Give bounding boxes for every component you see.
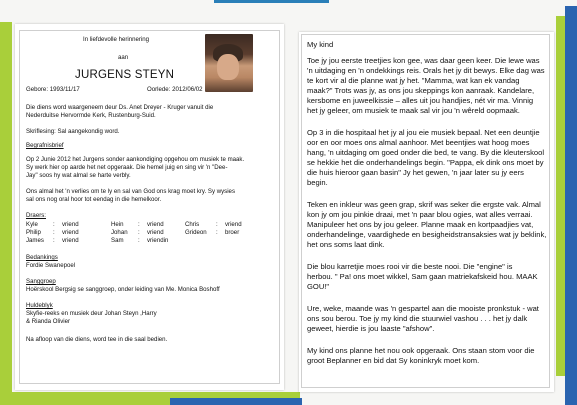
poem-line: hang, 'n uitdaging om goed onder die bed, te vang. By die kleuterskool: [307, 148, 545, 157]
poem-line: GOU!": [307, 282, 330, 291]
bearer-name: Grideon: [185, 229, 207, 236]
portrait-photo: [205, 34, 253, 92]
poem-line: My kind ons planne het nou ook opgeraak. Ons staan stom voor die: [307, 346, 535, 355]
death-date: Oorlede: 2012/06/02: [147, 86, 203, 93]
left-page: [15, 24, 284, 390]
poem-line: die huis hieroor gaan basin" Jy het gewen, 'n jaar later su jy eers: [307, 168, 524, 177]
obituary-p2-line1: Ons almal het 'n verlies om te ly en sal van God ons krag moet kry. Sy wysies: [26, 188, 235, 195]
bearer-colon: :: [138, 221, 140, 228]
obituary-p1-line2: Sy werk hier op aarde het net opgeraak. Die hemel juig en sing vir 'n "Dee-: [26, 164, 228, 171]
bearers-heading: Draers:: [26, 212, 46, 219]
bearer-name: Kyle: [26, 221, 38, 228]
poem-line: onderhandelinge, vaardighede en besigheidstransaksies wat jy beklink,: [307, 230, 547, 239]
poem-line: kersbome en juweelkissie – alles uit jou handjies, nét vir ma. Vinnig: [307, 96, 534, 105]
memorial-line: In liefdevolle herinnering: [83, 36, 150, 43]
bearer-colon: :: [138, 229, 140, 236]
bearer-name: James: [26, 237, 44, 244]
thanks-text: Fordie Swanepoel: [26, 262, 76, 269]
poem-line: het ons soms laat dink.: [307, 240, 385, 249]
right-green-band: [556, 16, 565, 376]
bearer-name: Sam: [111, 237, 124, 244]
bearer-name: Philip: [26, 229, 41, 236]
service-line-1: Die diens word waargeneem deur Ds. Anet Dreyer - Kruger vanuit die: [26, 104, 214, 111]
bearer-colon: :: [138, 237, 140, 244]
poem-line: Teken en inkleur was geen grap, skrif was seker die ergste vak. Almal: [307, 200, 541, 209]
bearer-colon: :: [53, 229, 55, 236]
poem-line: kon jy om jou pinkie draai, met 'n paar blou ogies, wat alles verraai.: [307, 210, 533, 219]
scripture-line: Skriflesing: Sal aangekondig word.: [26, 128, 120, 135]
poem-line: geweet, hierdie is jou laaste "afshow".: [307, 324, 435, 333]
bearer-relation: vriendin: [147, 237, 169, 244]
poem-line: se hekkie het die onderhandelings begin. "Pappa, ek dink ons moet by: [307, 158, 544, 167]
right-page: [299, 32, 554, 392]
memorial-aan: aan: [118, 54, 129, 61]
tribute-heading: Huldeblyk: [26, 302, 53, 309]
bearer-relation: vriend: [147, 229, 164, 236]
poem-line: Ure, weke, maande was 'n gespartel aan die mooiste pronkstuk - wat: [307, 304, 539, 313]
deceased-name: JURGENS STEYN: [75, 69, 175, 81]
left-green-band: [0, 22, 12, 405]
obituary-p2-line2: sal ons nog oral hoor tot eendag in die hemelkoor.: [26, 196, 162, 203]
bearer-relation: vriend: [62, 221, 79, 228]
poem-line: Op 3 in die hospitaal het jy al jou eie musiek bepaal. Net een deuntjie: [307, 128, 540, 137]
poem-line: het jy geleer, om musiek te maak sal vir jou 'n wêreld oopmaak.: [307, 106, 520, 115]
bearer-relation: broer: [225, 229, 240, 236]
bearer-colon: :: [53, 237, 55, 244]
obituary-p1-line3: Jay" soos hy wat almal se harte verbly.: [26, 172, 131, 179]
poem-line: ons sou berou. Toe jy my kind die stuurwiel vashou . . . het jy dalk: [307, 314, 528, 323]
poem-title: My kind: [307, 40, 334, 49]
bearer-relation: vriend: [225, 221, 242, 228]
poem-line: oor en oor moes ons almal aanhoor. Met beentjies wat hoog moes: [307, 138, 530, 147]
poem-line: Toe jy jou eerste treetjies kon gee, was daar geen keer. Die lewe was: [307, 56, 540, 65]
obituary-p1-line1: Op 2 Junie 2012 het Jurgens sonder aankondiging opgehou om musiek te maak.: [26, 156, 245, 163]
poem-line: begin.: [307, 178, 328, 187]
bottom-blue-band: [170, 398, 302, 405]
bearer-colon: :: [216, 221, 218, 228]
thanks-heading: Bedankings: [26, 254, 58, 261]
poem-line: maak?" Trots was jy, as ons jou skeppings kon aanraak. Kandelare,: [307, 86, 535, 95]
birth-date: Gebore: 1993/11/17: [26, 86, 80, 93]
poem-line: 'n uitdaging en 'n ondekkings reis. Orals het jy dit bewys. Elke dag was: [307, 66, 545, 75]
tribute-line-1: Skyfie-reeks en musiek deur Johan Steyn ,Harry: [26, 310, 157, 317]
bearer-name: Chris: [185, 221, 200, 228]
top-accent-bar: [214, 0, 329, 3]
poem-line: Manipuleer het ons by jou geleer. Planne maak en kortpaadjies vat,: [307, 220, 534, 229]
bearer-name: Hein: [111, 221, 124, 228]
service-line-2: Nederduitse Hervormde Kerk, Rustenburg-Suid.: [26, 112, 156, 119]
bearer-name: Johan: [111, 229, 128, 236]
bearer-relation: vriend: [62, 229, 79, 236]
poem-line: herbou. " Pa! ons moet wikkel, Sam gaan matriekafskeid hou. MAAK: [307, 272, 538, 281]
bearer-colon: :: [53, 221, 55, 228]
choir-heading: Sanggroep: [26, 278, 56, 285]
bearer-relation: vriend: [62, 237, 79, 244]
poem-line: groot Beplanner en bid dat Sy koninkryk moet kom.: [307, 356, 480, 365]
tribute-line-2: & Rianda Olivier: [26, 318, 71, 325]
closing-line: Na afloop van die diens, word tee in die saal bedien.: [26, 336, 168, 343]
choir-text: Hoërskool Bergsig se sanggroep, onder leiding van Me. Monica Boshoff: [26, 286, 220, 293]
obituary-heading: Begrafnisbrief: [26, 142, 64, 149]
bearer-colon: :: [216, 229, 218, 236]
bearer-relation: vriend: [147, 221, 164, 228]
poem-line: te kort vir al die planne wat jy het. "Mamma, wat kan ek vandag: [307, 76, 520, 85]
right-blue-band: [565, 6, 577, 405]
poem-line: Die blou karretjie moes rooi vir die beste nooi. Die "engine" is: [307, 262, 513, 271]
